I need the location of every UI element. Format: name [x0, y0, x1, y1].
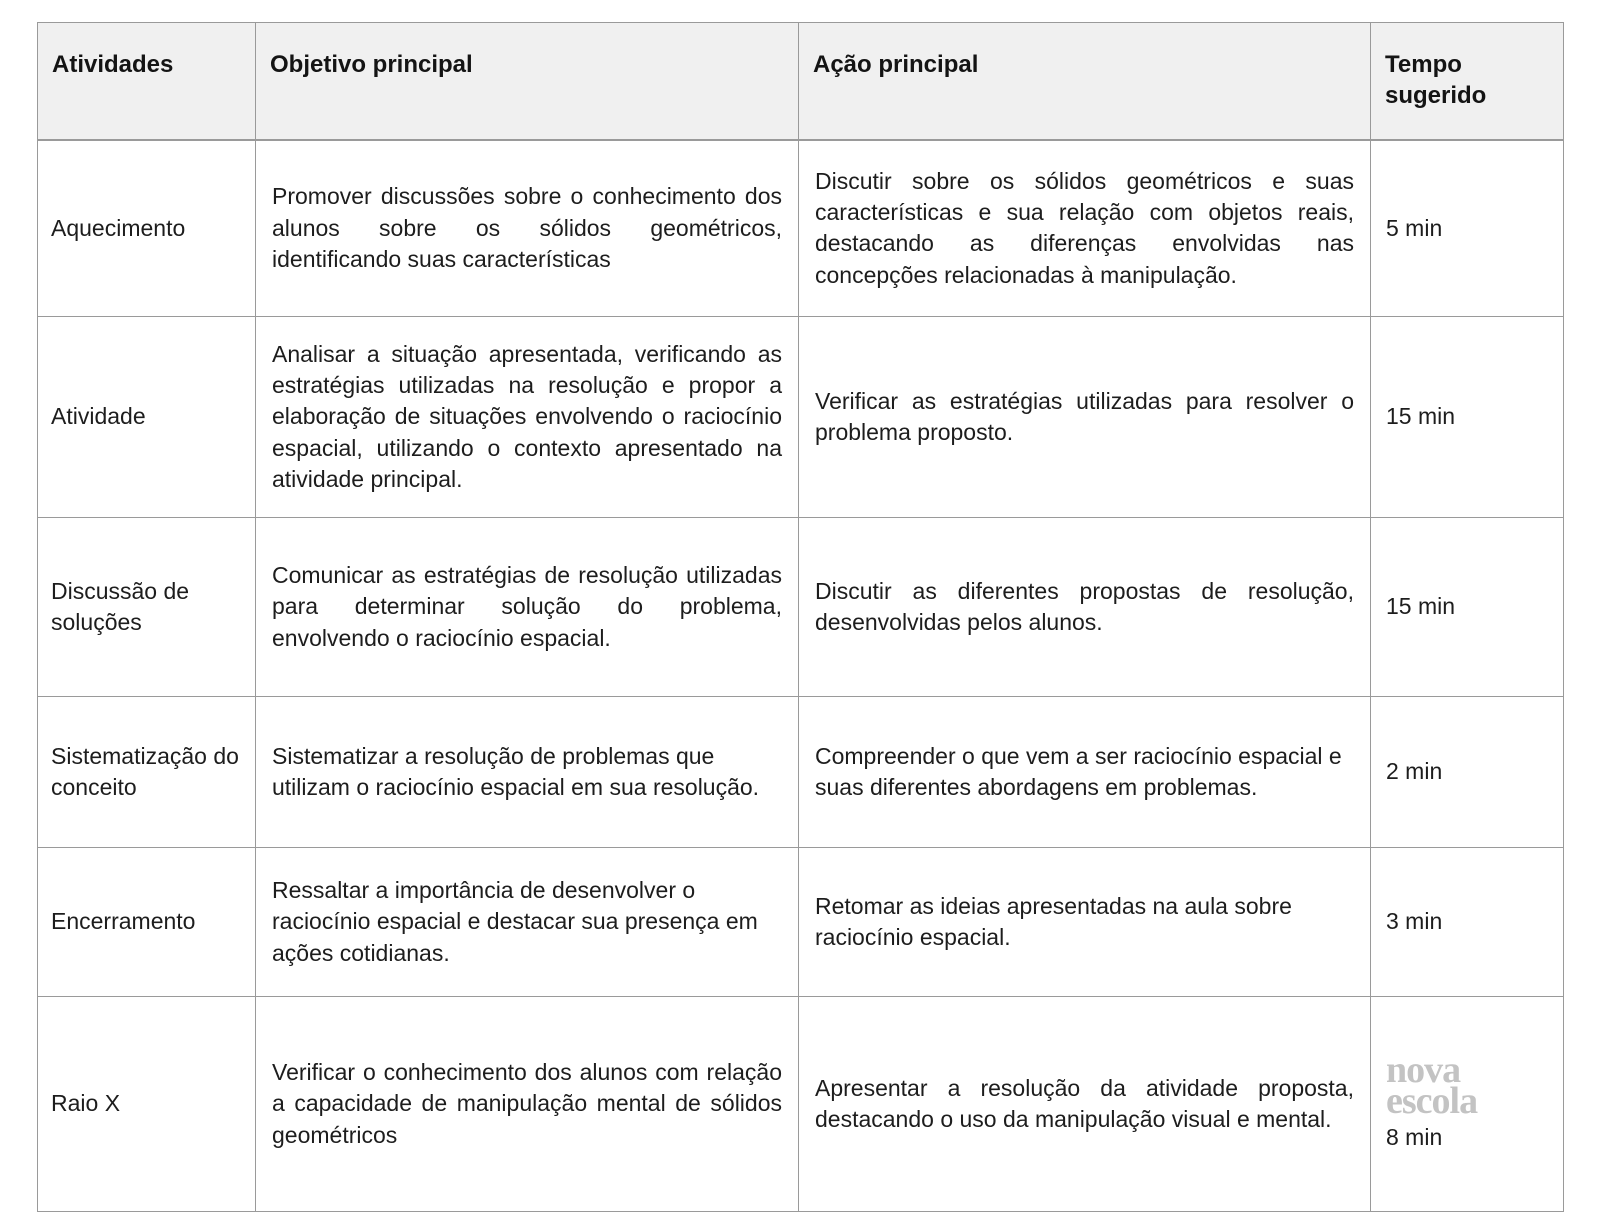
time-cell: 15 min [1371, 518, 1564, 697]
table-row-encerramento [38, 848, 1564, 997]
activity-cell: Encerramento [38, 848, 256, 997]
time-cell: 15 min [1371, 317, 1564, 518]
objective-cell: Comunicar as estratégias de resolução utilizadas para determinar solução do problema, envolvendo o raciocínio espacial. [256, 518, 799, 697]
time-cell [1371, 997, 1564, 1212]
objective-cell: Promover discussões sobre o conhecimento dos alunos sobre os sólidos geométricos, identificando suas características [256, 140, 799, 317]
table-header [38, 23, 1564, 140]
logo-line-nova: nova [1386, 1049, 1461, 1092]
nova-escola-logo [1386, 1049, 1557, 1123]
action-cell: Discutir sobre os sólidos geométricos e suas características e sua relação com objetos reais, destacando as diferenças envolvidas nas concepções relacionadas à manipulação. [799, 140, 1371, 317]
action-cell: Compreender o que vem a ser raciocínio espacial e suas diferentes abordagens em problemas. [799, 697, 1371, 848]
table-row-sistematizacao-do-conceito [38, 697, 1564, 848]
time-cell: 5 min [1371, 140, 1564, 317]
objective-cell: Sistematizar a resolução de problemas que utilizam o raciocínio espacial em sua resolução. [256, 697, 799, 848]
column-header-acao-principal: Ação principal [799, 23, 1371, 140]
activity-cell: Raio X [38, 997, 256, 1212]
action-cell: Retomar as ideias apresentadas na aula sobre raciocínio espacial. [799, 848, 1371, 997]
table-row-discussao-de-solucoes [38, 518, 1564, 697]
action-cell: Verificar as estratégias utilizadas para resolver o problema proposto. [799, 317, 1371, 518]
activity-cell: Atividade [38, 317, 256, 518]
objective-cell: Verificar o conhecimento dos alunos com relação a capacidade de manipulação mental de sólidos geométricos [256, 997, 799, 1212]
table-row-aquecimento [38, 140, 1564, 317]
lesson-plan-table [37, 22, 1564, 1212]
activity-cell: Sistematização do conceito [38, 697, 256, 848]
action-cell: Discutir as diferentes propostas de resolução, desenvolvidas pelos alunos. [799, 518, 1371, 697]
header-row [38, 23, 1564, 140]
column-header-atividades: Atividades [38, 23, 256, 140]
time-value: 8 min [1386, 1123, 1443, 1150]
time-cell: 2 min [1371, 697, 1564, 848]
action-cell: Apresentar a resolução da atividade proposta, destacando o uso da manipulação visual e mental. [799, 997, 1371, 1212]
activity-cell: Discussão de soluções [38, 518, 256, 697]
table-row-raio-x [38, 997, 1564, 1212]
objective-cell: Ressaltar a importância de desenvolver o raciocínio espacial e destacar sua presença em ações cotidianas. [256, 848, 799, 997]
table-row-atividade [38, 317, 1564, 518]
column-header-objetivo-principal: Objetivo principal [256, 23, 799, 140]
time-cell: 3 min [1371, 848, 1564, 997]
column-header-tempo-sugerido: Tempo sugerido [1371, 23, 1564, 140]
objective-cell: Analisar a situação apresentada, verificando as estratégias utilizadas na resolução e propor a elaboração de situações envolvendo o raciocínio espacial, utilizando o contexto apresentado na atividade principal. [256, 317, 799, 518]
activity-cell: Aquecimento [38, 140, 256, 317]
logo-line-escola: escola [1386, 1080, 1478, 1123]
